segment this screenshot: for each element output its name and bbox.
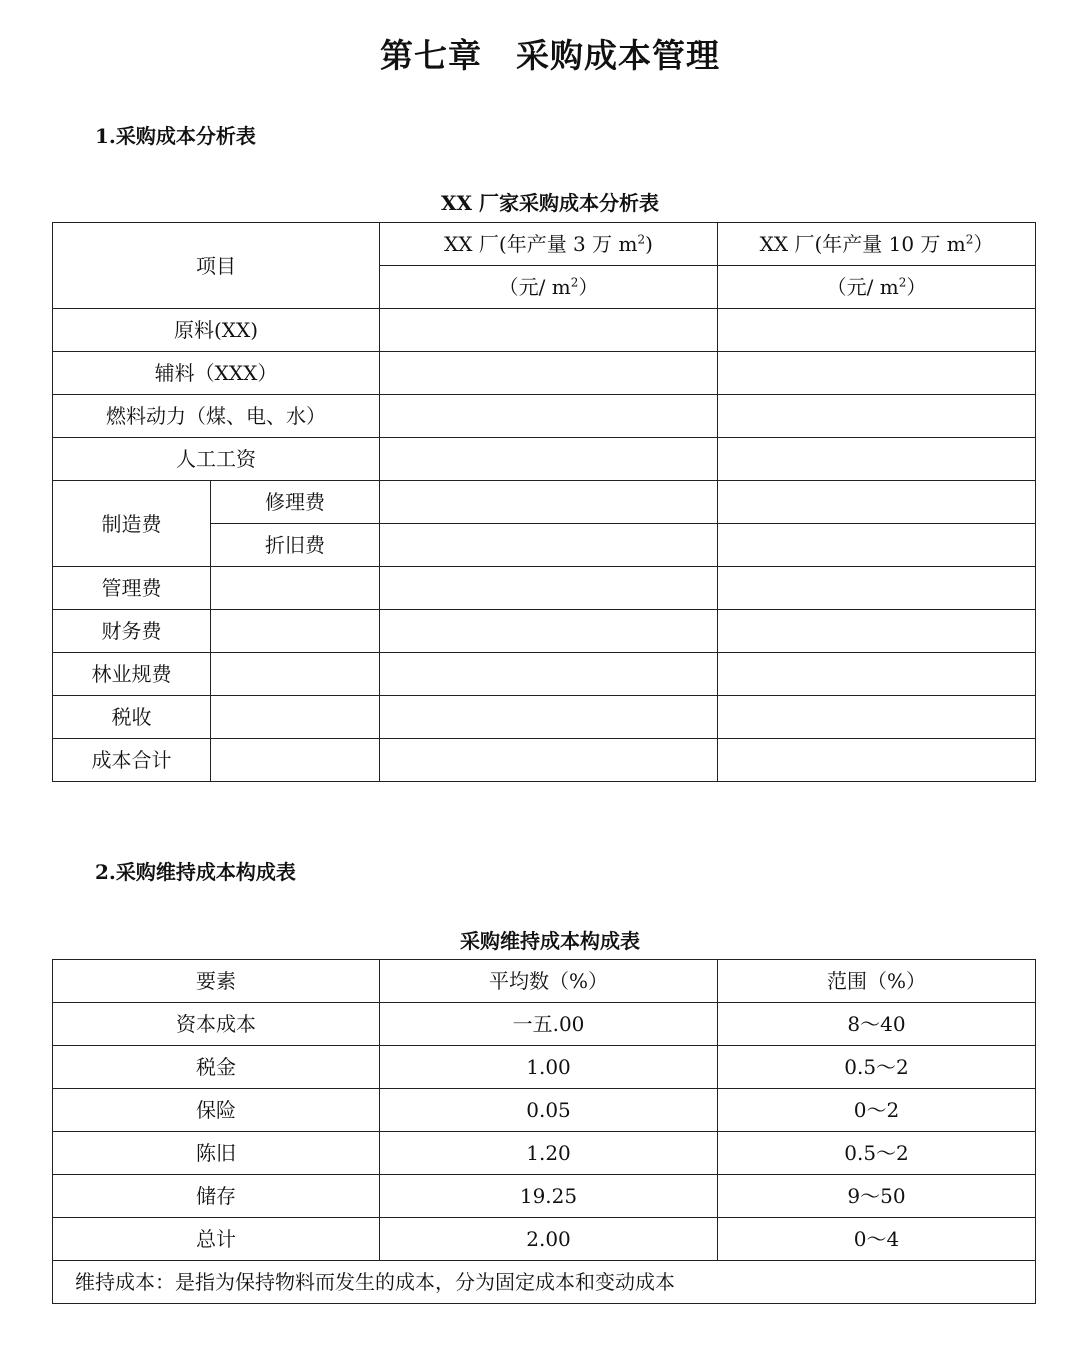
value-cell xyxy=(380,739,718,782)
value-cell xyxy=(380,653,718,696)
header-plant-3-cell xyxy=(380,223,718,266)
sub-cell xyxy=(211,696,380,739)
header-average: 平均数（%） xyxy=(380,960,718,1003)
row-label-auxiliary: 辅料（XXX） xyxy=(53,352,380,395)
range-cell: 0～4 xyxy=(718,1218,1036,1261)
sub-cell xyxy=(211,653,380,696)
sub-cell xyxy=(211,610,380,653)
row-label-raw-material: 原料(XX) xyxy=(53,309,380,352)
element-cell: 资本成本 xyxy=(53,1003,380,1046)
value-cell xyxy=(718,696,1036,739)
section-1-heading: 1.采购成本分析表 xyxy=(95,124,256,148)
header-plant-3-label: XX 厂(年产量 3 万 m xyxy=(444,232,638,256)
value-cell xyxy=(718,567,1036,610)
range-cell: 0.5～2 xyxy=(718,1132,1036,1175)
row-label-fuel-power: 燃料动力（煤、电、水） xyxy=(53,395,380,438)
value-cell xyxy=(380,696,718,739)
unit-sup: 2 xyxy=(570,275,579,290)
row-label-depreciation: 折旧费 xyxy=(211,524,380,567)
table-header-row xyxy=(53,223,1036,266)
value-cell xyxy=(380,309,718,352)
table-header-row xyxy=(53,960,1036,1003)
maintenance-cost-table-caption: 采购维持成本构成表 xyxy=(460,929,640,953)
page-title: 第七章 采购成本管理 xyxy=(380,36,720,75)
table-row xyxy=(53,352,1036,395)
row-label-finance: 财务费 xyxy=(53,610,211,653)
value-cell xyxy=(718,653,1036,696)
section-2-heading: 2.采购维持成本构成表 xyxy=(95,860,296,884)
header-plant-3-sup: 2 xyxy=(637,232,646,247)
header-plant-10-label: XX 厂(年产量 10 万 m xyxy=(759,232,966,256)
table-note: 维持成本：是指为保持物料而发生的成本，分为固定成本和变动成本 xyxy=(53,1261,1036,1304)
average-cell: 一五.00 xyxy=(380,1003,718,1046)
value-cell xyxy=(380,395,718,438)
maintenance-cost-table xyxy=(52,959,1036,1304)
value-cell xyxy=(718,481,1036,524)
unit-close: ） xyxy=(578,275,599,299)
element-cell: 总计 xyxy=(53,1218,380,1261)
cost-analysis-table xyxy=(52,222,1036,782)
value-cell xyxy=(718,438,1036,481)
header-item-cell: 项目 xyxy=(53,223,380,309)
value-cell xyxy=(718,352,1036,395)
row-label-total: 成本合计 xyxy=(53,739,211,782)
row-label-labor: 人工工资 xyxy=(53,438,380,481)
average-cell: 19.25 xyxy=(380,1175,718,1218)
average-cell: 0.05 xyxy=(380,1089,718,1132)
row-label-forestry: 林业规费 xyxy=(53,653,211,696)
table-row xyxy=(53,309,1036,352)
row-label-management: 管理费 xyxy=(53,567,211,610)
element-cell: 保险 xyxy=(53,1089,380,1132)
table-row xyxy=(53,567,1036,610)
sub-cell xyxy=(211,739,380,782)
unit-label: （元/ m xyxy=(826,275,899,299)
row-label-tax: 税收 xyxy=(53,696,211,739)
table-row xyxy=(53,1003,1036,1046)
table-note-row xyxy=(53,1261,1036,1304)
element-cell: 储存 xyxy=(53,1175,380,1218)
element-cell: 税金 xyxy=(53,1046,380,1089)
table-row xyxy=(53,395,1036,438)
row-label-manufacturing: 制造费 xyxy=(53,481,211,567)
header-range: 范围（%） xyxy=(718,960,1036,1003)
header-plant-10-cell xyxy=(718,223,1036,266)
header-plant-3-close: ) xyxy=(645,232,653,256)
range-cell: 0.5～2 xyxy=(718,1046,1036,1089)
unit-label: （元/ m xyxy=(498,275,571,299)
value-cell xyxy=(718,524,1036,567)
unit-sup: 2 xyxy=(898,275,907,290)
table-row xyxy=(53,653,1036,696)
table-row xyxy=(53,610,1036,653)
table-row xyxy=(53,696,1036,739)
table-row xyxy=(53,1132,1036,1175)
table-row xyxy=(53,481,1036,524)
row-label-repair: 修理费 xyxy=(211,481,380,524)
cost-analysis-table-caption: XX 厂家采购成本分析表 xyxy=(441,191,659,215)
element-cell: 陈旧 xyxy=(53,1132,380,1175)
range-cell: 0～2 xyxy=(718,1089,1036,1132)
value-cell xyxy=(380,524,718,567)
header-element: 要素 xyxy=(53,960,380,1003)
table-row xyxy=(53,1046,1036,1089)
value-cell xyxy=(718,395,1036,438)
header-plant-10-sup: 2 xyxy=(965,232,974,247)
sub-cell xyxy=(211,567,380,610)
value-cell xyxy=(718,610,1036,653)
range-cell: 9～50 xyxy=(718,1175,1036,1218)
table-row xyxy=(53,739,1036,782)
value-cell xyxy=(380,481,718,524)
value-cell xyxy=(718,309,1036,352)
value-cell xyxy=(380,567,718,610)
average-cell: 1.20 xyxy=(380,1132,718,1175)
value-cell xyxy=(380,610,718,653)
table-row xyxy=(53,1218,1036,1261)
average-cell: 2.00 xyxy=(380,1218,718,1261)
value-cell xyxy=(718,739,1036,782)
unit-close: ） xyxy=(906,275,927,299)
unit-cell-plant-10 xyxy=(718,266,1036,309)
value-cell xyxy=(380,438,718,481)
unit-cell-plant-3 xyxy=(380,266,718,309)
table-row xyxy=(53,1089,1036,1132)
table-row xyxy=(53,1175,1036,1218)
average-cell: 1.00 xyxy=(380,1046,718,1089)
value-cell xyxy=(380,352,718,395)
header-plant-10-close: ） xyxy=(973,232,994,256)
range-cell: 8～40 xyxy=(718,1003,1036,1046)
table-row xyxy=(53,438,1036,481)
